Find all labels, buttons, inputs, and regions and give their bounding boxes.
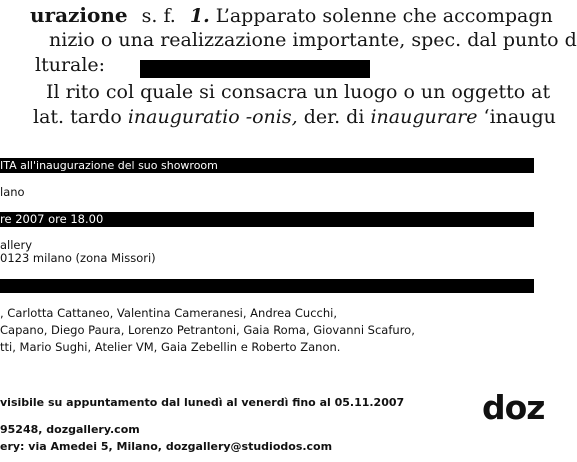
- dictionary-sense-number: 1.: [189, 5, 210, 27]
- dictionary-entry-line-3: lturale:: [35, 54, 106, 76]
- venue-name: allery: [0, 238, 33, 252]
- contact-phone-web: 95248, dozgallery.com: [0, 423, 140, 436]
- invitation-datetime: re 2007 ore 18.00: [0, 212, 104, 226]
- contact-address-email: ery: via Amedei 5, Milano, dozgallery@studiodos.com: [0, 440, 333, 453]
- dictionary-etymology-latin: inauguratio -onis,: [127, 106, 298, 128]
- invitation-heading-bar: [0, 158, 534, 173]
- dictionary-etymology-post: ‘inaugu: [483, 106, 556, 128]
- artists-line: tti, Mario Sughi, Atelier VM, Gaia Zebellin e Roberto Zanon.: [0, 340, 341, 354]
- gallery-logo: doz: [482, 388, 545, 427]
- visit-note: visibile su appuntamento dal lunedì al venerdì fino al 05.11.2007: [0, 396, 405, 409]
- invitation-city: lano: [0, 185, 25, 199]
- invitation-heading: ITA all'inaugurazione del suo showroom: [0, 159, 218, 172]
- dictionary-entry-line-4: Il rito col quale si consacra un luogo o un oggetto at: [46, 81, 551, 103]
- redaction-bar: [140, 60, 370, 78]
- dictionary-entry-line-5: [33, 106, 556, 128]
- divider-bar: [0, 279, 534, 293]
- dictionary-etymology-verb: inaugurare: [370, 106, 478, 128]
- dictionary-entry-line-1: [30, 3, 553, 27]
- artists-line: Capano, Diego Paura, Lorenzo Petrantoni, Gaia Roma, Giovanni Scafuro,: [0, 323, 415, 337]
- dictionary-etymology-pre: lat. tardo: [33, 106, 122, 128]
- dictionary-entry-line-2: nizio o una realizzazione importante, spec. dal punto d: [49, 29, 577, 51]
- dictionary-definition-start: L’apparato solenne che accompagn: [215, 5, 553, 27]
- invitation-datetime-bar: [0, 212, 534, 227]
- artists-line: , Carlotta Cattaneo, Valentina Cameranesi, Andrea Cucchi,: [0, 306, 337, 320]
- dictionary-etymology-mid: der. di: [303, 106, 365, 128]
- dictionary-grammar: s. f.: [141, 5, 176, 27]
- venue-address: 0123 milano (zona Missori): [0, 251, 156, 265]
- dictionary-headword: urazione: [30, 3, 128, 27]
